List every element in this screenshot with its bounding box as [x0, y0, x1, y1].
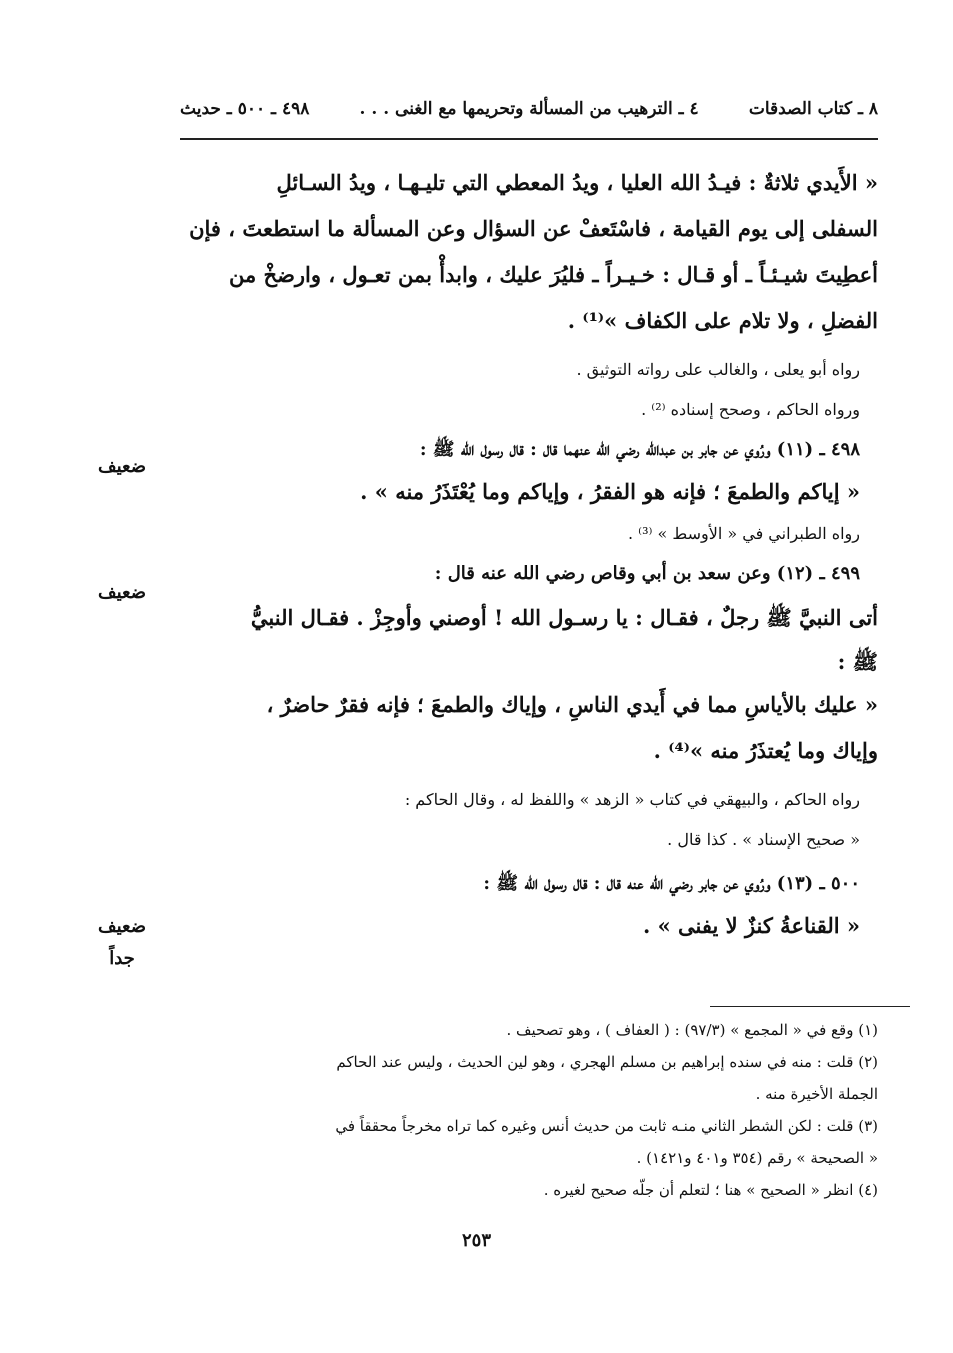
header-rule: [180, 138, 878, 140]
main-text: [175, 160, 878, 948]
footnote: الجملة الأخيرة منه .: [755, 1085, 878, 1103]
header-chapter: ٨ ـ كتاب الصدقات: [748, 99, 878, 119]
footnote: « الصحيحة » رقم (٣٥٤ و٤٠١ و١٤٢١) .: [636, 1149, 878, 1167]
hadith-500-text: « القناعةُ كنزٌ لا يفنى » .: [642, 913, 860, 938]
hadith-499-source: رواه الحاكم ، والبيهقي في كتاب « الزهد » واللفظ له ، وقال الحاكم :: [404, 790, 860, 809]
hadith-499-quote: « عليك بالأياسِ مما في أَيدي الناسِ ، وإياك والطمعَ ؛ فإنه فقرٌ حاضرٌ ،: [266, 692, 878, 717]
hadith-498-intro: ٤٩٨ ـ (١١) ورُوي عن جابر بن عبدالله رضي الله عنهما قال : قال رسول الله ﷺ :: [419, 439, 860, 460]
running-header: [180, 92, 878, 126]
footnote-rule: [710, 1006, 910, 1007]
source-note: رواه أبو يعلى ، والغالب على رواته التوثيق .: [576, 360, 860, 379]
hadith-498-text: « إياكم والطمعَ ؛ فإنه هو الفقرُ ، وإياكم وما يُعْتَذَرُ منه » .: [360, 479, 860, 504]
header-section: ٤ ـ الترهيب من المسألة وتحريمها مع الغنى . . .: [359, 99, 699, 119]
grade-label: جداً: [109, 948, 135, 969]
hadith-499-line: أتى النبيَّ ﷺ رجلٌ ، فقـال : يا رسـول الله ! أوصني وأوجِزْ . فقـال النبيُّ: [250, 605, 878, 630]
footnote: (٤) انظر « الصحيح » هنا ؛ لتعلم أن جلّه صحيح لغيره .: [543, 1181, 878, 1199]
grade-label: ضعيف: [97, 916, 147, 937]
grade-label: ضعيف: [97, 582, 147, 603]
header-hadith-range: ٤٩٨ ـ ٥٠٠ ـ حديث: [180, 99, 310, 119]
quote-line: أعطِيتَ شيـئـاً ـ أو قـال : خـيـراً ـ فليُرَ عليك ، وابدأْ بمن تعـول ، وارضخْ من: [228, 262, 878, 287]
footnote: (٣) قلت : لكن الشطر الثاني منـه ثابت من حديث أنس وغيره كما تراه مخرجاً محققاً في: [335, 1117, 878, 1135]
footnote: (٢) قلت : منه في سنده إبراهيم بن مسلم الهجري ، وهو لين الحديث ، وليس عند الحاكم: [336, 1053, 878, 1071]
page-number: ٢٥٣: [461, 1230, 491, 1251]
hadith-499-intro: ٤٩٩ ـ (١٢) وعن سعد بن أبي وقاص رضي الله عنه قال :: [434, 563, 860, 584]
hadith-499-source: « صحيح الإسناد » . كذا قال .: [667, 830, 860, 849]
grade-label: ضعيف: [97, 456, 147, 477]
footnotes: [175, 1014, 878, 1206]
quote-line: « الأَيدي ثلاثةٌ : فيـدُ الله العليا ، ويدُ المعطي التي تليـهـا ، ويدُ السـائلِ: [276, 170, 878, 195]
quote-line: السفلى إلى يوم القيامة ، فاسْتَعفْ عن السؤال وعن المسألة ما استطعتَ ، فإن: [189, 216, 878, 241]
quote-line: الفضلِ ، ولا تلام على الكفاف »⁽¹⁾ .: [567, 308, 878, 333]
footnote: (١) وقع في « المجمع » (٩٧/٣) : ( العفاف ) ، وهو تصحيف .: [506, 1021, 878, 1039]
hadith-499-line: ﷺ :: [837, 649, 878, 674]
hadith-498-source: رواه الطبراني في « الأوسط » ⁽³⁾ .: [627, 524, 860, 543]
source-note: ورواه الحاكم ، وصحح إسناده ⁽²⁾ .: [641, 400, 860, 419]
hadith-500-intro: ٥٠٠ ـ (١٣) ورُوي عن جابر رضي الله عنه قال : قال رسول الله ﷺ :: [483, 873, 860, 894]
hadith-499-quote: وإياك وما يُعتذَرُ منه »⁽⁴⁾ .: [653, 738, 878, 763]
